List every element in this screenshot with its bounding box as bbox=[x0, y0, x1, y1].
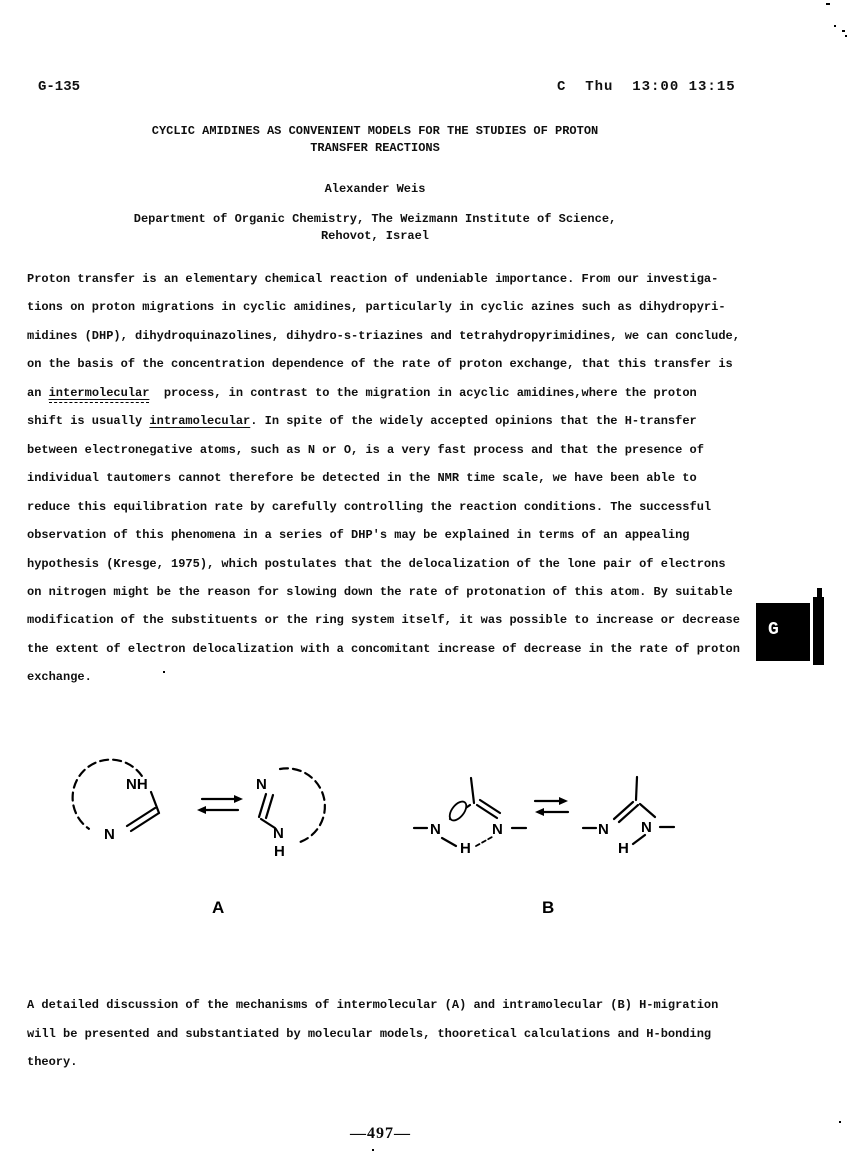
abstract-body-text: Proton transfer is an elementary chemical reaction of undeniable importance. From our investiga- tions on proton migrations in cyclic amidines, particularly in cyclic azines such as dihydropyri- midines (DHP), dihydroquinazolines, dihydro-s-triazines and tetrahydropyrimidines, we can conclude, on the basis of the concentration dependence of the rate of proton exchange, that this transfer is an intermolecular process, in contrast to the migration in acyclic amidines,where the proton shift is usually intramolecular. In spite of the widely accepted opinions that the H-transfer between electronegative atoms, such as N or O, is a very fast process and that the presence of individual tautomers cannot therefore be detected in the NMR time scale, we have been able to reduce this equilibration rate by carefully controlling the reaction conditions. The successful observation of this phenomena in a series of DHP's may be explained in terms of an appealing hypothesis (Kresge, 1975), which postulates that the delocalization of the lone pair of electrons on nitrogen might be the reason for slowing down the rate of protonation of this atom. By suitable modification of the substituents or the ring system itself, it was possible to increase or decrease the extent of electron delocalization with a concomitant increase of decrease in the rate of proton exchange. bbox=[27, 272, 740, 685]
author-name: Alexander Weis bbox=[324, 182, 426, 196]
atom-label-n: N bbox=[273, 825, 284, 842]
scan-speck bbox=[834, 25, 836, 27]
page-number: —497— bbox=[350, 1125, 411, 1142]
scan-speck bbox=[163, 671, 165, 673]
abstract-code: G-135 bbox=[38, 79, 81, 95]
scheme-a-left-ring bbox=[73, 760, 159, 843]
affiliation-line-1: Department of Organic Chemistry, The Weizmann Institute of Science, bbox=[133, 212, 617, 226]
scheme-a-right-ring bbox=[256, 768, 325, 860]
atom-label-h: H bbox=[618, 840, 629, 857]
session-schedule: C Thu 13:00 13:15 bbox=[557, 79, 736, 95]
atom-label-h: H bbox=[274, 843, 285, 860]
hydrogen-bond-dashes bbox=[476, 837, 492, 846]
scheme-b-right bbox=[583, 777, 674, 857]
affiliation-line-2: Rehovot, Israel bbox=[320, 228, 430, 243]
figure-label-b: B bbox=[542, 898, 555, 917]
scan-speck bbox=[842, 30, 845, 32]
equilibrium-arrows-icon bbox=[535, 797, 568, 816]
paper-title bbox=[0, 123, 750, 157]
closing-body-text: A detailed discussion of the mechanisms of intermolecular (A) and intramolecular (B) H-migration will be presented and substantiated by molecular models, thooretical calculations and H-bonding theory. bbox=[27, 998, 719, 1069]
scan-edge-artifact bbox=[813, 597, 824, 665]
title-line-1: CYCLIC AMIDINES AS CONVENIENT MODELS FOR THE STUDIES OF PROTON bbox=[151, 124, 599, 138]
dashed-ring-arc bbox=[280, 768, 325, 843]
scan-speck bbox=[839, 1121, 841, 1123]
atom-label-n: N bbox=[430, 821, 441, 838]
atom-label-n: N bbox=[641, 819, 652, 836]
atom-label-n: N bbox=[598, 821, 609, 838]
atom-label-h: H bbox=[460, 840, 471, 857]
scan-speck bbox=[372, 1149, 374, 1151]
lone-pair-orbital-icon bbox=[446, 799, 469, 824]
figure-label-a: A bbox=[212, 898, 225, 917]
atom-label-nh: NH bbox=[126, 776, 148, 793]
dashed-ring-arc bbox=[73, 760, 142, 829]
affiliation bbox=[0, 211, 750, 244]
scan-speck bbox=[826, 3, 830, 5]
atom-label-n: N bbox=[104, 826, 115, 843]
title-line-2: TRANSFER REACTIONS bbox=[310, 141, 440, 155]
reaction-scheme-figure bbox=[30, 750, 730, 935]
scheme-b-left bbox=[414, 778, 526, 857]
atom-label-n: N bbox=[492, 821, 503, 838]
equilibrium-arrows-icon bbox=[197, 795, 243, 814]
scan-edge-artifact bbox=[817, 588, 822, 597]
atom-label-n: N bbox=[256, 776, 267, 793]
section-index-tab: G bbox=[756, 603, 810, 661]
scan-speck bbox=[845, 35, 847, 37]
